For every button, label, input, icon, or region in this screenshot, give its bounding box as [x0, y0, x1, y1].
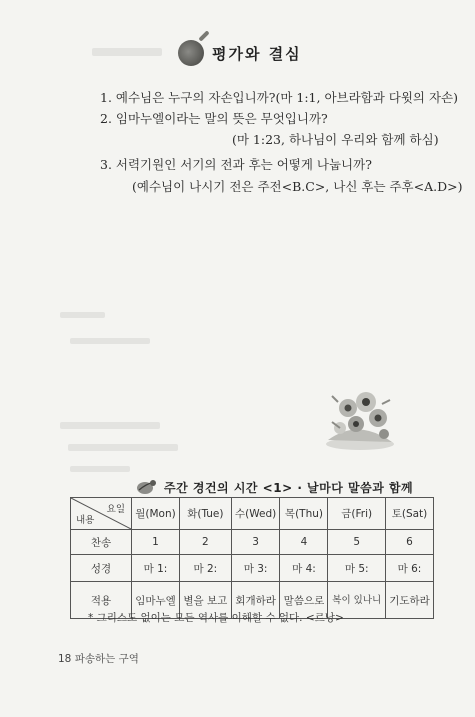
table-cell: 마 6: [386, 555, 434, 582]
day-header: 목(Thu) [280, 498, 328, 530]
day-header: 월(Mon) [132, 498, 180, 530]
table-corner-cell [71, 498, 132, 530]
section-title-text: 평가와 결심 [212, 44, 302, 63]
table-cell: 6 [386, 530, 434, 555]
page-footer: 18 파송하는 구역 [58, 653, 139, 665]
day-header: 금(Fri) [328, 498, 386, 530]
globe-icon [178, 40, 204, 66]
answer-3: (예수님이 나시기 전은 주전<B.C>, 나신 후는 주후<A.D>) [132, 179, 463, 194]
leaf-icon [136, 478, 158, 496]
table-cell: 5 [328, 530, 386, 555]
row-label: 적용 [71, 582, 132, 619]
table-cell: 마 5: [328, 555, 386, 582]
day-header: 수(Wed) [231, 498, 280, 530]
table-cell: 마 3: [231, 555, 280, 582]
weekly-plan-title [136, 476, 413, 498]
question-1: 1. 예수님은 누구의 자손입니까?(마 1:1, 아브라함과 다윗의 자손) [100, 90, 459, 105]
table-cell: 임마누엘 [132, 582, 180, 619]
question-2: 2. 임마누엘이라는 말의 뜻은 무엇입니까? [100, 111, 328, 126]
bleed-through-text [60, 422, 160, 429]
bleed-through-text [68, 444, 178, 451]
table-cell: 복이 있나니 [328, 582, 386, 619]
table-cell: 말씀으로 [280, 582, 328, 619]
day-header: 화(Tue) [179, 498, 231, 530]
table-cell: 1 [132, 530, 180, 555]
table-cell: 마 4: [280, 555, 328, 582]
corner-label-day: 요일 [106, 504, 125, 515]
weekly-plan-title-text: 주간 경건의 시간 <1> · 날마다 말씀과 함께 [164, 480, 414, 495]
row-label: 성경 [71, 555, 132, 582]
section-title [178, 38, 302, 68]
bleed-through-text [70, 338, 150, 344]
bleed-through-text [70, 466, 130, 472]
footnote-quote: * 그리스도 없이는 모든 역사를 이해할 수 없다. <르낭> [88, 612, 344, 624]
weekly-devotion-table [70, 497, 434, 619]
question-3: 3. 서력기원인 서기의 전과 후는 어떻게 나눕니까? [100, 157, 372, 172]
bleed-through-text [60, 312, 105, 318]
corner-label-content: 내용 [76, 515, 95, 526]
table-cell: 회개하라 [231, 582, 280, 619]
answer-2: (마 1:23, 하나님이 우리와 함께 하심) [232, 132, 439, 147]
bleed-through-text [92, 48, 162, 56]
row-label: 찬송 [71, 530, 132, 555]
table-row [71, 555, 434, 582]
table-cell: 2 [179, 530, 231, 555]
flower-bouquet-illustration [318, 388, 398, 452]
table-cell: 3 [231, 530, 280, 555]
table-cell: 기도하라 [386, 582, 434, 619]
table-row [71, 530, 434, 555]
table-cell: 마 1: [132, 555, 180, 582]
table-cell: 별을 보고 [179, 582, 231, 619]
table-header-row [71, 498, 434, 530]
table-cell: 4 [280, 530, 328, 555]
table-cell: 마 2: [179, 555, 231, 582]
day-header: 토(Sat) [386, 498, 434, 530]
